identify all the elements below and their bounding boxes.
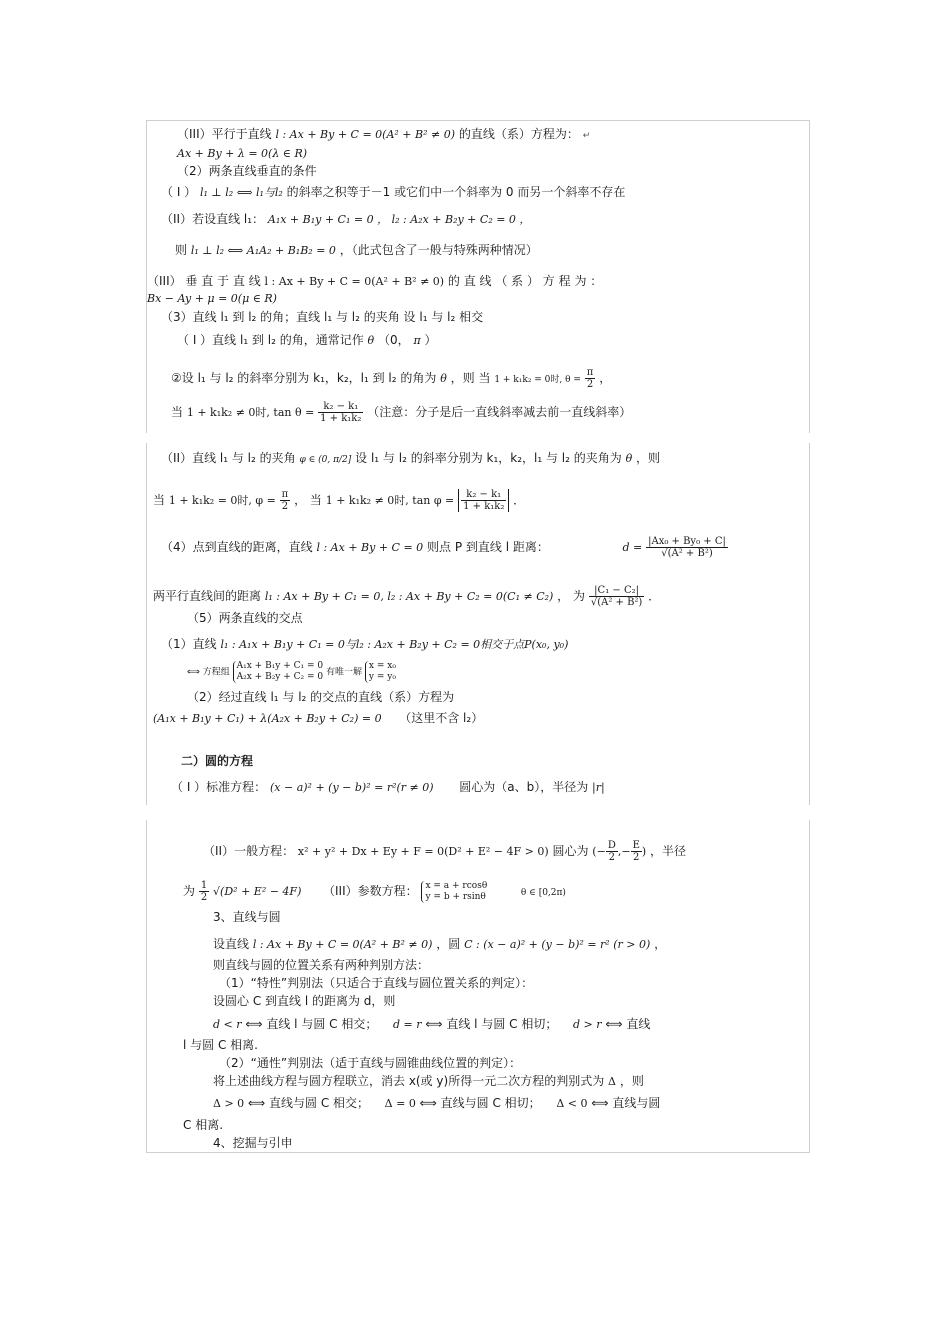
line-distance-criteria: d < r ⟺ 直线 l 与圆 C 相交； d = r ⟺ 直线 l 与圆 C 相切； d > r ⟺ 直线 (213, 1017, 651, 1031)
section-included-angle-distance (146, 443, 810, 805)
heading-special-method: （1）“特性”判别法（只适合于直线与圆位置关系的判定）： (219, 976, 534, 990)
fraction-e-over-2: $\frac{E}{2}$ (632, 840, 640, 863)
line-system-unique-solution: ⟺ 方程组 A₁x + B₁y + C₁ = 0 A₂x + B₂y + C₂ = 0 有唯一解 x = x₀ y = y₀ (187, 661, 396, 682)
equation-parallel-family: Ax + By + λ = 0(λ ∈ R) (177, 147, 308, 160)
line-discriminant-criteria: Δ > 0 ⟺ 直线与圆 C 相交； Δ = 0 ⟺ 直线与圆 C 相切； Δ < 0 ⟺ 直线与圆 (213, 1096, 661, 1110)
line-parallel-lines-distance: 两平行直线间的距离 l₁ : Ax + By + C₁ = 0, l₂ : Ax + By + C₂ = 0(C₁ ≠ C₂) ， 为 $\frac{\text{|C₁ − C₂|}}{\text{√(A² + B²)}}$ ． (153, 585, 661, 608)
fraction-tan-theta: $\frac{\text{k₂ − k₁}}{\text{1 + k₁k₂}}$ (320, 401, 362, 424)
line-two-methods: 则直线与圆的位置关系有两种判别方法： (213, 958, 430, 972)
fraction-one-half: $\frac{1}{2}$ (200, 880, 208, 903)
line-circle-general-form: （II）一般方程： x² + y² + Dx + Ey + F = 0(D² + E² − 4F > 0) 圆心为 (− $\frac{D}{2}$ ,− $\frac{E}{2}$ ) ，半径 (203, 840, 687, 863)
line-intersection-point: （1）直线 l₁ : A₁x + B₁y + C₁ = 0与l₂ : A₂x + B₂y + C₂ = 0相交于点P(x₀, y₀) (161, 637, 569, 651)
line-angle-l1-to-l2: （ I ）直线 l₁ 到 l₂ 的角，通常记作 θ （0， π ） (177, 333, 437, 347)
absolute-value (458, 489, 509, 512)
line-separate-2: C 相离. (183, 1118, 224, 1132)
heading-general-method: （2）“通性”判别法（适于直线与圆锥曲线位置的判定）： (219, 1056, 522, 1070)
fraction-parallel-distance: $\frac{\text{|C₁ − C₂|}}{\text{√(A² + B²)}}$ (590, 585, 643, 608)
line-angle-formula-case2: 当 1 + k₁k₂ ≠ 0时, tan θ = $\frac{\text{k₂ − k₁}}{\text{1 + k₁k₂}}$ （注意：分子是后一直线斜率减去前一直线斜率） (171, 401, 632, 424)
line-distance-d: 设圆心 C 到直线 l 的距离为 d，则 (213, 994, 396, 1008)
heading-explore-extend: 4、挖掘与引申 (213, 1136, 293, 1150)
line-included-angle: （II）直线 l₁ 与 l₂ 的夹角 φ ∈ (0, π/2] 设 l₁ 与 l₂ 的斜率分别为 k₁，k₂，l₁ 与 l₂ 的夹角为 θ ，则 (161, 451, 661, 465)
line-circle-standard-form: （ I ）标准方程： (x − a)² + (y − b)² = r²(r ≠ 0) 圆心为（a、b），半径为 |r| (171, 780, 605, 794)
heading-perpendicular-condition: （2）两条直线垂直的条件 (177, 164, 317, 178)
paragraph-mark-icon: ↵ (582, 131, 591, 141)
heading-intersection: （5）两条直线的交点 (187, 611, 303, 625)
section-parallel-perpendicular (146, 120, 810, 433)
fraction-tan-phi: $\frac{\text{k₂ − k₁}}{\text{1 + k₁k₂}}$ (463, 489, 505, 512)
line-circle-radius-param: 为 $\frac{1}{2}$ √(D² + E² − 4F) （III）参数方程： x = a + rcosθ y = b + rsinθ θ ∈ [0,2π) (183, 880, 566, 903)
fraction-d-over-2: $\frac{D}{2}$ (607, 840, 616, 863)
fraction-point-distance: $\frac{\text{|Ax₀ + By₀ + C|}}{\text{√(A² + B²)}}$ (648, 536, 726, 559)
line-discriminant: 将上述曲线方程与圆方程联立，消去 x(或 y)所得一元二次方程的判别式为 Δ ，则 (213, 1074, 644, 1088)
equation-perpendicular-family: Bx − Ay + μ = 0(μ ∈ R) (147, 292, 277, 305)
line-perpendicular-coeffs: 则 l₁ ⊥ l₂ ⟺ A₁A₂ + B₁B₂ = 0 ，（此式包含了一般与特殊两种情况） (175, 243, 538, 257)
line-perpendicular-slopes: （ I ） l₁ ⊥ l₂ ⟺ l₁与l₂ 的斜率之积等于－1 或它们中一个斜率为 0 而另一个斜率不存在 (161, 185, 626, 199)
line-line-family-through-intersection: （2）经过直线 l₁ 与 l₂ 的交点的直线（系）方程为 (187, 690, 455, 704)
system-solution: x = x₀ y = y₀ (365, 661, 396, 683)
parametric-system: x = a + rcosθ y = b + rsinθ (421, 881, 487, 903)
heading-line-and-circle: 3、直线与圆 (213, 910, 281, 924)
section-circle-line-relation (146, 820, 810, 1153)
heading-circle-equation: 二）圆的方程 (181, 754, 254, 768)
system-of-equations: A₁x + B₁y + C₁ = 0 A₂x + B₂y + C₂ = 0 (233, 661, 324, 683)
line-angle-formula-case1: ②设 l₁ 与 l₂ 的斜率分别为 k₁，k₂，l₁ 到 l₂ 的角为 θ ，则 当 1 + k₁k₂ = 0时, θ = $\frac{\pi}{2}$ ， (171, 367, 612, 390)
fraction-pi-over-2: $\frac{\pi}{2}$ (281, 489, 289, 512)
line-separate: l 与圆 C 相离. (183, 1038, 258, 1052)
fraction-pi-over-2: $\frac{\pi}{2}$ (586, 367, 594, 390)
line-line-family-equation: (A₁x + B₁y + C₁) + λ(A₂x + B₂y + C₂) = 0 （这里不含 l₂） (153, 711, 484, 725)
heading-angle-between-lines: （3）直线 l₁ 到 l₂ 的角；直线 l₁ 与 l₂ 的夹角 设 l₁ 与 l₂ 相交 (161, 310, 484, 324)
line-parallel-family: （III）平行于直线 l : Ax + By + C = 0(A² + B² ≠ 0) 的直线（系）方程为： ↵ (177, 127, 591, 141)
line-general-lines: （II）若设直线 l₁： A₁x + B₁y + C₁ = 0 ， l₂ : A₂x + B₂y + C₂ = 0 ， (161, 212, 531, 226)
line-perpendicular-family: （III） 垂 直 于 直 线 l : Ax + By + C = 0(A² + B² ≠ 0) 的 直 线 （ 系 ） 方 程 为 ： (147, 274, 603, 288)
line-included-angle-formulas: 当 1 + k₁k₂ = 0时, φ = $\frac{\pi}{2}$ ， 当 1 + k₁k₂ ≠ 0时, tan φ = $\frac{\text{k₂ − k₁}}{\text{1 + k₁k₂}}$ ． (153, 489, 526, 512)
line-point-to-line-distance: （4）点到直线的距离，直线 l : Ax + By + C = 0 则点 P 到直线 l 距离： d = $\frac{\text{|Ax₀ + By₀ + C|}}{\text{√(A² + B²)}}$ (161, 536, 726, 559)
line-setup-line-circle: 设直线 l : Ax + By + C = 0(A² + B² ≠ 0) ，圆 C : (x − a)² + (y − b)² = r² (r > 0) ， (213, 937, 667, 951)
